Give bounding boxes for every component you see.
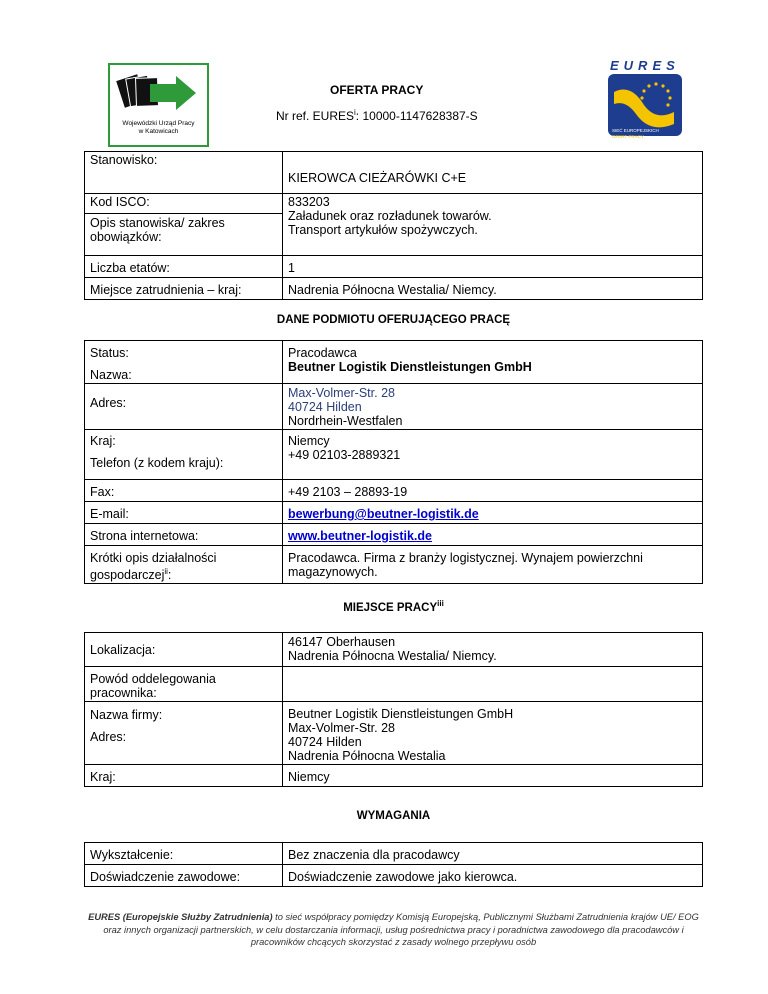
stanowisko-label: Stanowisko: bbox=[85, 152, 283, 194]
wup-logo bbox=[108, 63, 209, 147]
table-row bbox=[85, 633, 703, 667]
ref-value: : 10000-1147628387-S bbox=[355, 109, 478, 123]
kraj-label: Kraj: bbox=[90, 434, 116, 448]
workplace-heading bbox=[84, 599, 703, 614]
opis-line1: Załadunek oraz rozładunek towarów. bbox=[288, 209, 492, 223]
status-value: Pracodawca bbox=[288, 346, 357, 360]
eures-logo-text: EURES bbox=[610, 58, 680, 73]
table-row bbox=[85, 546, 703, 584]
requirements-table bbox=[84, 842, 703, 887]
workplace-heading-text: MIEJSCE PRACY bbox=[343, 601, 438, 614]
telefon-value: +49 02103-2889321 bbox=[288, 448, 401, 462]
workplace-heading-sup: iii bbox=[437, 599, 444, 608]
opis-dzialalnosci-colon: : bbox=[167, 568, 172, 583]
stanowisko-text: KIEROWCA CIEŻARÓWKI C+E bbox=[288, 171, 467, 185]
kraj-value: Niemcy bbox=[288, 434, 330, 448]
table-row bbox=[85, 480, 703, 502]
footer-rest: to sieć współpracy pomiędzy Komisją Europejską, Publicznymi Służbami Zatrudnienia krajów UE/ EOG oraz innych organizacji partnerskich, w celu dostarczania informacji, usług pośrednictwa pracy i poradnictwa zawodowego dla pracodawców i pracowników chcących skorzystać z zasady wolnego przepływu osób bbox=[103, 912, 699, 947]
etaty-label: Liczba etatów: bbox=[85, 256, 283, 278]
table-row bbox=[85, 256, 703, 278]
status-nazwa-label-cell bbox=[85, 341, 283, 384]
firma-value: Beutner Logistik Dienstleistungen GmbH bbox=[288, 707, 514, 721]
adres-label: Adres: bbox=[85, 384, 283, 430]
firma-adres-label-cell bbox=[85, 702, 283, 765]
wyksztalcenie-label: Wykształcenie: bbox=[85, 843, 283, 865]
ref-prefix: Nr ref. EURES bbox=[276, 109, 355, 123]
adres-line3: Nadrenia Północna Westalia bbox=[288, 749, 446, 763]
isco-label: Kod ISCO: bbox=[85, 194, 282, 214]
lokalizacja-value-cell bbox=[283, 633, 703, 667]
employer-table bbox=[84, 340, 703, 584]
email-value-cell bbox=[283, 502, 703, 524]
adres-label: Adres: bbox=[90, 730, 127, 744]
table-row bbox=[85, 765, 703, 787]
adres-line2: 40724 Hilden bbox=[288, 400, 362, 414]
isco-value: 833203 bbox=[288, 195, 330, 209]
wup-logo-graphic bbox=[110, 69, 207, 119]
opis-dzialalnosci-label bbox=[85, 546, 283, 584]
table-row bbox=[85, 843, 703, 865]
opis-line2: Transport artykułów spożywczych. bbox=[288, 223, 478, 237]
adres-line3: Nordrhein-Westfalen bbox=[288, 414, 403, 428]
fax-label: Fax: bbox=[85, 480, 283, 502]
adres-line1: Max-Volmer-Str. 28 bbox=[288, 721, 395, 735]
firma-adres-value-cell bbox=[283, 702, 703, 765]
eures-logo bbox=[604, 58, 686, 148]
table-row bbox=[85, 278, 703, 300]
www-label: Strona internetowa: bbox=[85, 524, 283, 546]
job-table bbox=[84, 151, 703, 300]
reference-number bbox=[276, 108, 478, 123]
requirements-heading: WYMAGANIA bbox=[356, 810, 431, 822]
table-row bbox=[85, 341, 703, 384]
kraj-label: Kraj: bbox=[85, 765, 283, 787]
miejsce-label: Miejsce zatrudnienia – kraj: bbox=[85, 278, 283, 300]
kraj-telefon-value-cell bbox=[283, 430, 703, 480]
opis-dzialalnosci-value: Pracodawca. Firma z branży logistycznej. Wynajem powierzchni magazynowych. bbox=[283, 546, 703, 584]
powod-label: Powód oddelegowania pracownika: bbox=[85, 667, 283, 702]
table-row bbox=[85, 430, 703, 480]
firma-label: Nazwa firmy: bbox=[90, 708, 163, 722]
footer-bold: EURES (Europejskie Służby Zatrudnienia) bbox=[88, 912, 273, 922]
doswiadczenie-label: Doświadczenie zawodowe: bbox=[85, 865, 283, 887]
table-row bbox=[85, 502, 703, 524]
website-link[interactable]: www.beutner-logistik.de bbox=[288, 529, 432, 543]
powod-value bbox=[283, 667, 703, 702]
table-row bbox=[85, 524, 703, 546]
adres-line1: Max-Volmer-Str. 28 bbox=[288, 386, 395, 400]
page-title: OFERTA PRACY bbox=[330, 83, 424, 97]
wup-logo-line2: w Katowicach bbox=[138, 128, 179, 135]
eures-logo-sub2: OFERT PRACY bbox=[612, 134, 644, 139]
workplace-table bbox=[84, 632, 703, 787]
isco-opis-label-cell bbox=[85, 194, 283, 256]
lokalizacja-label: Lokalizacja: bbox=[85, 633, 283, 667]
doswiadczenie-value: Doświadczenie zawodowe jako kierowca. bbox=[283, 865, 703, 887]
ref-sup: i bbox=[354, 108, 356, 117]
table-row bbox=[85, 702, 703, 765]
nazwa-label: Nazwa: bbox=[90, 368, 132, 382]
table-row bbox=[85, 194, 703, 256]
kraj-value: Niemcy bbox=[283, 765, 703, 787]
table-row bbox=[85, 384, 703, 430]
nazwa-value: Beutner Logistik Dienstleistungen GmbH bbox=[288, 360, 532, 374]
adres-line2: 40724 Hilden bbox=[288, 735, 362, 749]
stanowisko-value bbox=[283, 152, 703, 194]
table-row bbox=[85, 667, 703, 702]
wup-logo-line1: Wojewódzki Urząd Pracy bbox=[122, 120, 195, 127]
email-label: E-mail: bbox=[85, 502, 283, 524]
fax-value: +49 2103 – 28893-19 bbox=[283, 480, 703, 502]
table-row bbox=[85, 152, 703, 194]
lokalizacja-line1: 46147 Oberhausen bbox=[288, 635, 396, 649]
email-link[interactable]: bewerbung@beutner-logistik.de bbox=[288, 507, 479, 521]
status-nazwa-value-cell bbox=[283, 341, 703, 384]
adres-value-cell bbox=[283, 384, 703, 430]
eures-logo-graphic bbox=[604, 74, 686, 136]
opis-dzialalnosci-sup: ii bbox=[164, 567, 168, 576]
opis-dzialalnosci-text: Krótki opis działalności gospodarczej bbox=[90, 551, 217, 583]
opis-label: Opis stanowiska/ zakres obowiązków: bbox=[90, 216, 225, 244]
etaty-value: 1 bbox=[283, 256, 703, 278]
www-value-cell bbox=[283, 524, 703, 546]
lokalizacja-line2: Nadrenia Północna Westalia/ Niemcy. bbox=[288, 649, 497, 663]
isco-opis-value-cell bbox=[283, 194, 703, 256]
footer-note bbox=[84, 911, 703, 949]
employer-heading: DANE PODMIOTU OFERUJĄCEGO PRACĘ bbox=[276, 314, 511, 326]
wyksztalcenie-value: Bez znaczenia dla pracodawcy bbox=[283, 843, 703, 865]
miejsce-value: Nadrenia Północna Westalia/ Niemcy. bbox=[283, 278, 703, 300]
kraj-telefon-label-cell bbox=[85, 430, 283, 480]
status-label: Status: bbox=[90, 346, 129, 360]
telefon-label: Telefon (z kodem kraju): bbox=[90, 456, 224, 470]
eures-logo-sub1: SIEĆ EUROPEJSKICH bbox=[612, 128, 659, 133]
table-row bbox=[85, 865, 703, 887]
